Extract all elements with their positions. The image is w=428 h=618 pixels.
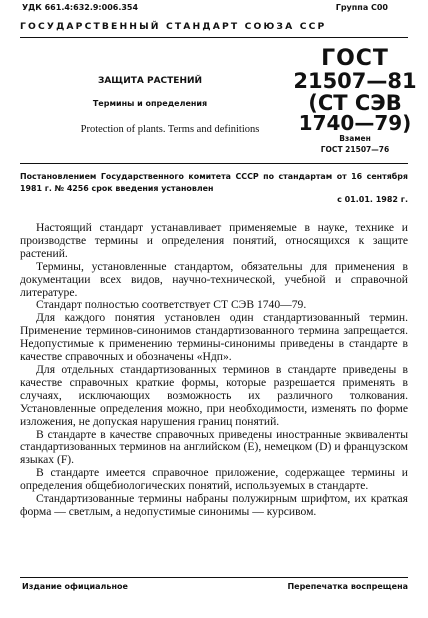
state-standard-heading: ГОСУДАРСТВЕННЫЙ СТАНДАРТ СОЮЗА ССР [20,21,327,32]
gost-number: 21507—81 [293,69,417,93]
paragraph: Стандарт полностью соответствует СТ СЭВ 1740—79. [36,298,307,312]
body-text [20,222,408,519]
udk-code: УДК 661.4:632.9:006.354 [22,3,139,12]
gost-label: ГОСТ [321,46,389,71]
reprint-prohibited-note: Перепечатка воспрещена [287,582,408,591]
decree-text: Постановлением Государственного комитета СССР по стандартам от 16 сентября 1981 г. № 4256 срок введения установлен [20,172,408,193]
title-divider [20,163,408,164]
document-title-english: Protection of plants. Terms and definitions [80,124,260,135]
paragraph: Термины, установленные стандартом, обязательны для применения в документации всех видов, научно-технической, учебной и справочной литературе. [20,259,408,299]
st-sev-label: (СТ СЭВ [308,91,402,115]
introduction-date: с 01.01. 1982 г. [337,195,408,204]
official-edition-note: Издание официальное [22,582,128,591]
document-subtitle: Термины и определения [92,99,208,108]
st-sev-number: 1740—79) [298,111,412,135]
paragraph: В стандарте в качестве справочных приведены иностранные эквиваленты стандартизованных терминов на английском (E), немецком (D) и французском языках (F). [20,427,408,467]
paragraph: Для отдельных стандартизованных терминов в стандарте приведены в качестве справочных краткие формы, которые разрешается применять в случаях, исключающих возможность их различного толкования. Установленные определения можно, при необходимости, изменять по форме изложения, не допуская нарушения границ понятий. [20,362,408,428]
paragraph: Стандартизованные термины набраны полужирным шрифтом, их краткая форма — светлым, а недопустимые синонимы — курсивом. [20,492,408,518]
document-topic: ЗАЩИТА РАСТЕНИЙ [97,76,203,86]
paragraph: Для каждого понятия установлен один стандартизованный термин. Применение терминов-синонимов стандартизованного термина запрещается. Недопустимые к применению термины-синонимы приведены в стандарте в качестве справочных и обозначены «Ндп». [20,311,408,364]
paragraph: В стандарте имеется справочное приложение, содержащее термины и определения общебиологических понятий, используемых в стандарте. [20,466,408,493]
replaced-label: Взамен [339,134,371,143]
header-divider [20,37,408,38]
replaced-standard: ГОСТ 21507—76 [320,145,390,154]
footer-divider [20,577,408,578]
group-code: Группа С00 [335,3,388,12]
paragraph: Настоящий стандарт устанавливает применяемые в науке, технике и производстве термины и определения понятий, относящихся к защите растений. [20,221,408,260]
